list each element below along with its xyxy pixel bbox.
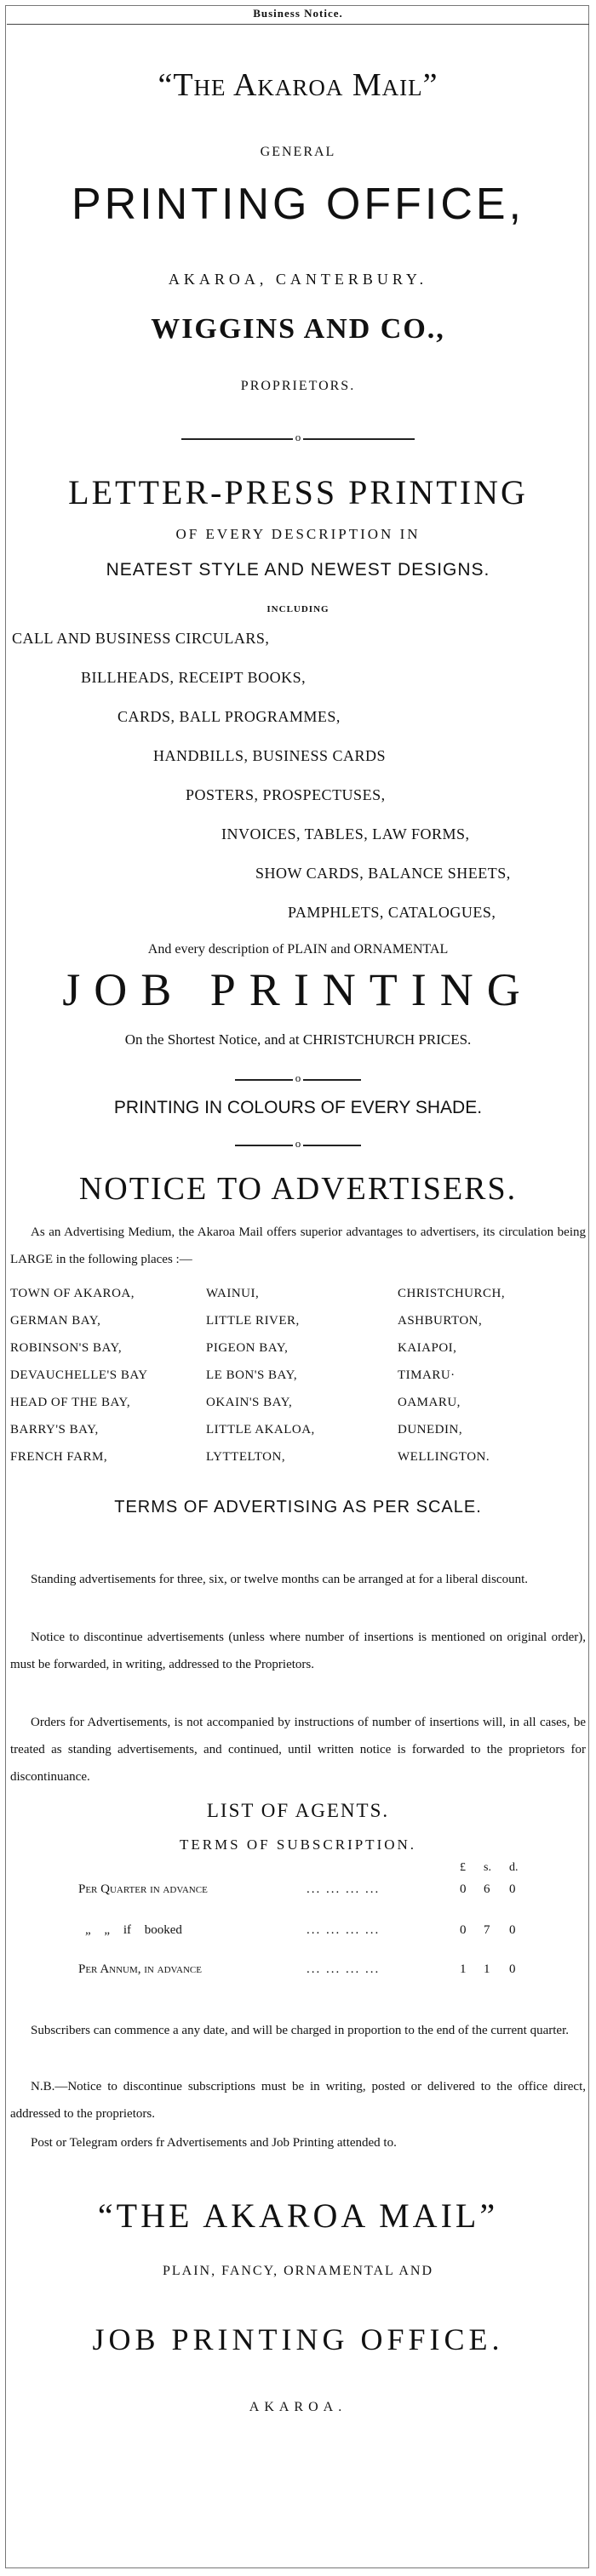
letterpress-including: INCLUDING xyxy=(266,604,330,614)
place-item: CHRISTCHURCH, xyxy=(398,1287,506,1300)
masthead-firm: WIGGINS AND CO., xyxy=(151,313,445,345)
footer-title: “THE AKAROA MAIL” xyxy=(97,2196,499,2235)
place-item: KAIAPOI, xyxy=(398,1341,457,1355)
agents-paragraph: Subscribers can commence a any date, and will be charged in proportion to the end of the current quarter. xyxy=(31,2024,569,2037)
list-item: INVOICES, TABLES, LAW FORMS, xyxy=(221,825,470,842)
masthead-location: AKAROA, CANTERBURY. xyxy=(168,271,428,288)
masthead-title: “The Akaroa Mail” xyxy=(158,67,438,103)
notice-intro: As an Advertising Medium, the Akaroa Mail offers superior advantages to advertisers, its circulation being LARGE in the following places :— xyxy=(10,1225,586,1266)
subscription-amount: 0 xyxy=(509,1962,516,1976)
agents-heading: LIST OF AGENTS. xyxy=(206,1800,390,1821)
notice-paragraph: Notice to discontinue advertisements (unless where number of insertions is mentioned on original order), must be forwarded, in writing, addressed to the Proprietors. xyxy=(10,1631,586,1671)
place-item: OAMARU, xyxy=(398,1396,461,1409)
agents-paragraph: Post or Telegram orders fr Advertisements and Job Printing attended to. xyxy=(31,2136,397,2150)
subscription-amount: 7 xyxy=(484,1923,490,1937)
currency-header: d. xyxy=(509,1861,519,1874)
divider-ornament: o xyxy=(0,431,596,444)
masthead-printing-office: PRINTING OFFICE, xyxy=(72,180,524,229)
divider-ornament: o xyxy=(0,1137,596,1151)
place-item: OKAIN'S BAY, xyxy=(206,1396,293,1409)
currency-header: s. xyxy=(484,1861,491,1874)
place-item: LYTTELTON, xyxy=(206,1450,286,1464)
place-item: TOWN OF AKAROA, xyxy=(10,1287,135,1300)
place-item: LITTLE RIVER, xyxy=(206,1314,300,1328)
subscription-amount: 0 xyxy=(509,1923,516,1937)
subscription-label: „ „ if booked xyxy=(85,1923,182,1937)
place-item: WELLINGTON. xyxy=(398,1450,490,1464)
masthead-general: GENERAL xyxy=(260,145,336,159)
place-item: TIMARU· xyxy=(398,1368,456,1382)
place-item: DUNEDIN, xyxy=(398,1423,463,1437)
letterpress-line2: NEATEST STYLE AND NEWEST DESIGNS. xyxy=(106,560,490,580)
footer-line: PLAIN, FANCY, ORNAMENTAL AND xyxy=(163,2264,433,2278)
list-item: CALL AND BUSINESS CIRCULARS, xyxy=(12,630,270,647)
colours-line: PRINTING IN COLOURS OF EVERY SHADE. xyxy=(113,1098,483,1117)
place-item: PIGEON BAY, xyxy=(206,1341,289,1355)
list-item: SHOW CARDS, BALANCE SHEETS, xyxy=(255,865,511,882)
letterpress-line1: OF EVERY DESCRIPTION IN xyxy=(175,526,421,542)
masthead-proprietors: PROPRIETORS. xyxy=(240,379,356,393)
place-item: HEAD OF THE BAY, xyxy=(10,1396,131,1409)
every-description: And every description of PLAIN and ORNAMENTAL xyxy=(147,942,449,957)
subscription-label: Per Quarter in advance xyxy=(78,1882,208,1896)
list-item: POSTERS, PROSPECTUSES, xyxy=(186,786,386,803)
place-item: BARRY'S BAY, xyxy=(10,1423,99,1437)
notice-paragraph: Orders for Advertisements, is not accompanied by instructions of number of insertions will, in all cases, be treated as standing advertisements, and continued, until written notice is forwarded to the proprietors for discontinuance. xyxy=(10,1716,586,1784)
notice-paragraph: Standing advertisements for three, six, or twelve months can be arranged at for a liberal discount. xyxy=(31,1573,528,1586)
list-item: HANDBILLS, BUSINESS CARDS xyxy=(153,747,387,764)
place-item: WAINUI, xyxy=(206,1287,260,1300)
divider-ornament: o xyxy=(0,1071,596,1085)
job-printing-heading: JOB PRINTING xyxy=(62,964,534,1015)
place-item: FRENCH FARM, xyxy=(10,1450,108,1464)
place-item: ASHBURTON, xyxy=(398,1314,483,1328)
terms-line: TERMS OF ADVERTISING AS PER SCALE. xyxy=(114,1498,482,1516)
list-item: BILLHEADS, RECEIPT BOOKS, xyxy=(81,669,307,686)
subscription-amount: 6 xyxy=(484,1882,490,1896)
section-header: Business Notice. xyxy=(253,7,343,20)
subscription-amount: 1 xyxy=(484,1962,490,1976)
places-column xyxy=(398,1280,505,1471)
agents-subheading: TERMS OF SUBSCRIPTION. xyxy=(179,1836,417,1853)
job-printing-subline: On the Shortest Notice, and at CHRISTCHURCH PRICES. xyxy=(124,1031,472,1048)
subscription-amount: 0 xyxy=(509,1882,516,1896)
header-rule xyxy=(7,24,589,25)
subscription-amount: 0 xyxy=(460,1882,467,1896)
notice-heading: NOTICE TO ADVERTISERS. xyxy=(78,1171,518,1207)
list-item: CARDS, BALL PROGRAMMES, xyxy=(117,708,341,725)
list-item: PAMPHLETS, CATALOGUES, xyxy=(288,904,496,921)
places-column xyxy=(10,1280,148,1471)
subscription-dots: ... ... ... ... xyxy=(307,1962,381,1976)
footer-akaroa: AKAROA. xyxy=(249,2400,347,2414)
subscription-amount: 0 xyxy=(460,1923,467,1937)
subscription-label: Per Annum, in advance xyxy=(78,1962,202,1976)
subscription-amount: 1 xyxy=(460,1962,467,1976)
place-item: ROBINSON'S BAY, xyxy=(10,1341,123,1355)
place-item: LE BON'S BAY, xyxy=(206,1368,298,1382)
place-item: GERMAN BAY, xyxy=(10,1314,101,1328)
currency-header: £ xyxy=(460,1861,466,1874)
letterpress-heading: LETTER-PRESS PRINTING xyxy=(68,473,528,511)
subscription-dots: ... ... ... ... xyxy=(307,1923,381,1937)
place-item: DEVAUCHELLE'S BAY xyxy=(10,1368,148,1382)
subscription-dots: ... ... ... ... xyxy=(307,1882,381,1896)
places-column xyxy=(206,1280,315,1471)
footer-office: JOB PRINTING OFFICE. xyxy=(92,2322,504,2356)
place-item: LITTLE AKALOA, xyxy=(206,1423,315,1437)
agents-paragraph: N.B.—Notice to discontinue subscriptions must be in writing, posted or delivered to the office direct, addressed to the proprietors. xyxy=(10,2080,586,2121)
